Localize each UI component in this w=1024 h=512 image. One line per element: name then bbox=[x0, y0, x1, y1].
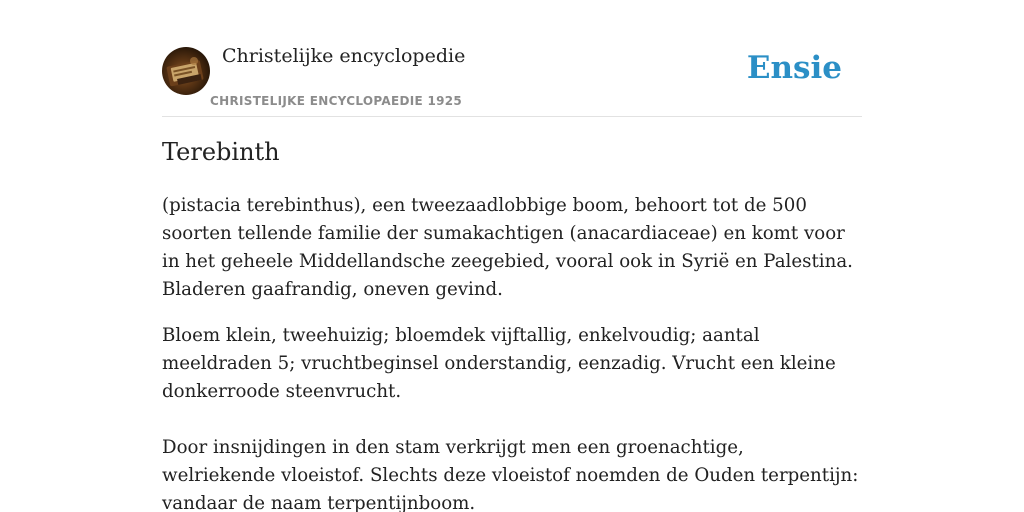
ensie-logo-link[interactable]: Ensie bbox=[746, 50, 842, 86]
book-image-icon bbox=[162, 47, 210, 95]
article-body bbox=[162, 192, 862, 512]
publication-name-link[interactable]: Christelijke encyclopedie bbox=[222, 45, 466, 67]
article-paragraph: Bloem klein, tweehuizig; bloemdek vijftallig, enkelvoudig; aantal meeldraden 5; vruchtbeginsel onderstandig, eenzadig. Vrucht een kleine donkerroode steenvrucht. bbox=[162, 325, 836, 402]
publication-avatar[interactable] bbox=[162, 47, 210, 95]
article-paragraph: Door insnijdingen in den stam verkrijgt men een groenachtige, welriekende vloeistof. Slechts deze vloeistof noemden de Ouden terpentijn: vandaar de naam terpentijnboom. bbox=[162, 437, 859, 512]
article-paragraph: (pistacia terebinthus), een tweezaadlobbige boom, behoort tot de 500 soorten tellende familie der sumakachtigen (anacardiaceae) en komt voor in het geheele Middellandsche zeegebied, vooral ook in Syrië en Palestina. Bladeren gaafrandig, oneven gevind. bbox=[162, 195, 853, 300]
publication-subtitle: CHRISTELIJKE ENCYCLOPAEDIE 1925 bbox=[210, 94, 463, 108]
content-container bbox=[162, 0, 862, 512]
article-title: Terebinth bbox=[162, 138, 280, 166]
paragraph-gap bbox=[162, 406, 862, 434]
publication-header bbox=[162, 0, 862, 117]
